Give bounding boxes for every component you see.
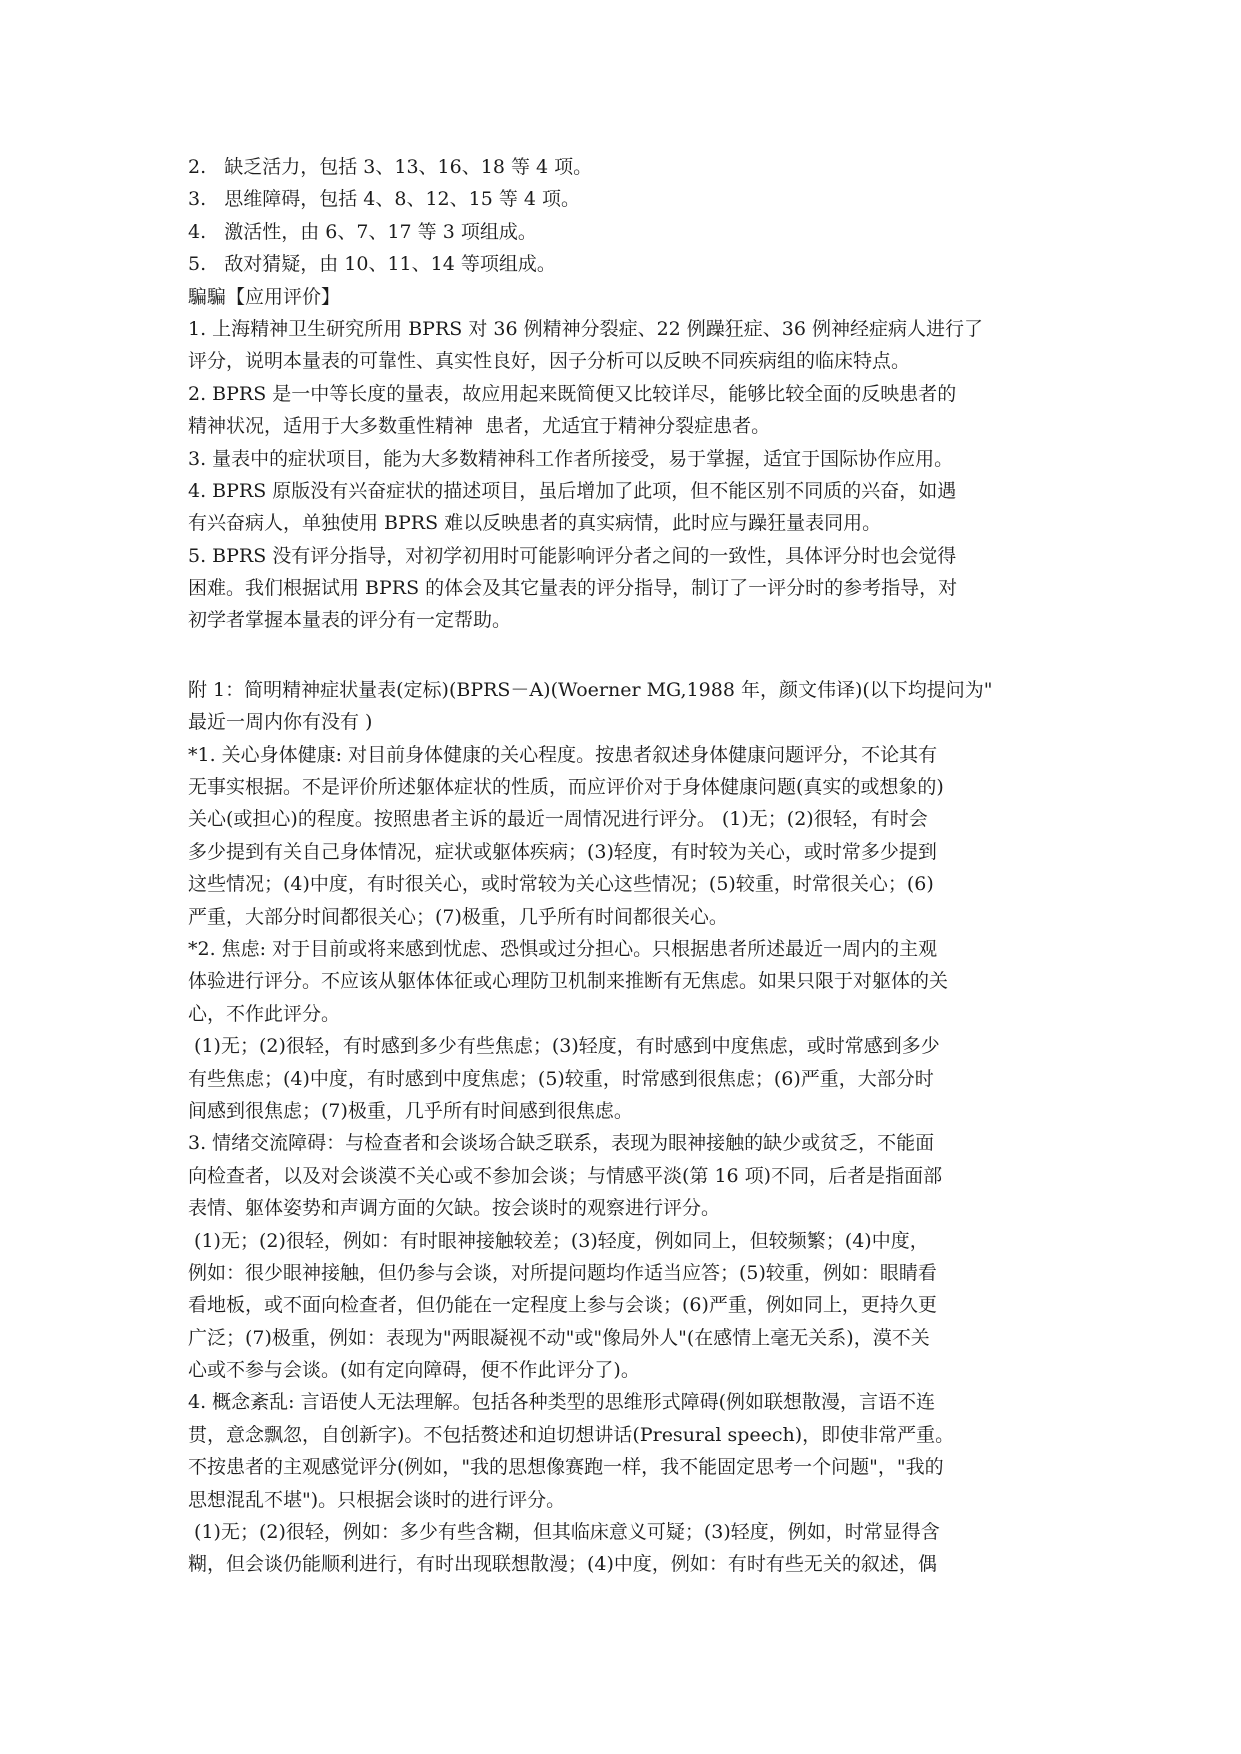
text-line: (1)无；(2)很轻，例如：有时眼神接触较差；(3)轻度，例如同上，但较频繁；(4)中度， (188, 1229, 929, 1252)
factor-list-and-evaluation (188, 151, 1060, 637)
text-line: 有兴奋病人，单独使用 BPRS 难以反映患者的真实病情，此时应与躁狂量表同用。 (188, 512, 882, 535)
text-line: 表情、躯体姿势和声调方面的欠缺。按会谈时的观察进行评分。 (188, 1197, 721, 1220)
text-line: 无事实根据。不是评价所述躯体症状的性质，而应评价对于身体健康问题(真实的或想象的) (188, 776, 944, 799)
text-line: 4. BPRS 原版没有兴奋症状的描述项目，虽后增加了此项，但不能区别不同质的兴奋，如遇 (188, 479, 957, 502)
text-line: (1)无；(2)很轻，有时感到多少有些焦虑；(3)轻度，有时感到中度焦虑，或时常感到多少 (188, 1035, 940, 1058)
text-line: 体验进行评分。不应该从躯体体征或心理防卫机制来推断有无焦虑。如果只限于对躯体的关 (188, 970, 949, 993)
text-line: 多少提到有关自己身体情况，症状或躯体疾病；(3)轻度，有时较为关心，或时常多少提到 (188, 840, 937, 863)
text-line: 3. 思维障碍，包括 4、8、12、15 等 4 项。 (188, 188, 581, 211)
text-line: 向检查者，以及对会谈漠不关心或不参加会谈；与情感平淡(第 16 项)不同，后者是指面部 (188, 1164, 943, 1187)
text-line: 精神状况，适用于大多数重性精神 患者，尤适宜于精神分裂症患者。 (188, 415, 771, 438)
text-line: 贯，意念飘忽，自创新字)。不包括赘述和迫切想讲话(Presural speech)，即使非常严重。 (188, 1423, 955, 1446)
text-line: *2. 焦虑: 对于目前或将来感到忧虑、恐惧或过分担心。只根据患者所述最近一周内的主观 (188, 937, 938, 960)
text-line: 间感到很焦虑；(7)极重，几乎所有时间感到很焦虑。 (188, 1099, 633, 1122)
text-line: (1)无；(2)很轻，例如：多少有些含糊，但其临床意义可疑；(3)轻度，例如，时常显得含 (188, 1521, 940, 1544)
document-page (188, 151, 1060, 1581)
text-line: 5. BPRS 没有评分指导，对初学初用时可能影响评分者之间的一致性，具体评分时也会觉得 (188, 544, 957, 567)
text-line: 看地板，或不面向检查者，但仍能在一定程度上参与会谈；(6)严重，例如同上，更持久更 (188, 1294, 937, 1317)
text-line: 1. 上海精神卫生研究所用 BPRS 对 36 例精神分裂症、22 例躁狂症、36 例神经症病人进行了 (188, 317, 984, 340)
text-line: 2. 缺乏活力，包括 3、13、16、18 等 4 项。 (188, 156, 593, 178)
text-line: 关心(或担心)的程度。按照患者主诉的最近一周情况进行评分。 (1)无；(2)很轻，有时会 (188, 808, 928, 831)
text-line: 2. BPRS 是一中等长度的量表，故应用起来既简便又比较详尽，能够比较全面的反映患者的 (188, 382, 957, 405)
text-line: *1. 关心身体健康: 对目前身体健康的关心程度。按患者叙述身体健康问题评分，不论其有 (188, 743, 938, 766)
text-line: 例如：很少眼神接触，但仍参与会谈，对所提问题均作适当应答；(5)较重，例如：眼睛看 (188, 1261, 937, 1284)
text-line: 这些情况；(4)中度，有时很关心，或时常较为关心这些情况；(5)较重，时常很关心；(6) (188, 873, 934, 896)
text-line: 有些焦虑；(4)中度，有时感到中度焦虑；(5)较重，时常感到很焦虑；(6)严重，大部分时 (188, 1067, 934, 1090)
text-line: 思想混乱不堪")。只根据会谈时的进行评分。 (188, 1488, 566, 1511)
appendix-scale-items (188, 674, 1060, 1581)
appendix-title: 最近一周内你有没有 ) (188, 711, 373, 734)
text-line: 4. 概念紊乱: 言语使人无法理解。包括各种类型的思维形式障碍(例如联想散漫，言语不连 (188, 1391, 936, 1414)
appendix-title: 附 1：简明精神症状量表(定标)(BPRS－A)(Woerner MG,1988 年，颜文伟译)(以下均提问为" (188, 678, 993, 701)
text-line: 困难。我们根据试用 BPRS 的体会及其它量表的评分指导，制订了一评分时的参考指导，对 (188, 577, 958, 600)
text-line: 严重，大部分时间都很关心；(7)极重，几乎所有时间都很关心。 (188, 905, 728, 928)
text-line: 4. 激活性，由 6、7、17 等 3 项组成。 (188, 220, 537, 243)
text-line: 3. 情绪交流障碍：与检查者和会谈场合缺乏联系，表现为眼神接触的缺少或贫乏，不能面 (188, 1132, 935, 1155)
text-line: 广泛；(7)极重，例如：表现为"两眼凝视不动"或"像局外人"(在感情上毫无关系)，漠不关 (188, 1326, 930, 1349)
paragraph-gap (188, 637, 1060, 674)
section-heading: 騙騙【应用评价】 (188, 285, 341, 308)
text-line: 糊，但会谈仍能顺利进行，有时出现联想散漫；(4)中度，例如：有时有些无关的叙述，偶 (188, 1553, 937, 1576)
text-line: 5. 敌对猜疑，由 10、11、14 等项组成。 (188, 253, 556, 276)
text-line: 初学者掌握本量表的评分有一定帮助。 (188, 609, 512, 632)
text-line: 心或不参与会谈。(如有定向障碍，便不作此评分了)。 (188, 1359, 640, 1382)
text-line: 评分，说明本量表的可靠性、真实性良好，因子分析可以反映不同疾病组的临床特点。 (188, 350, 911, 373)
text-line: 心，不作此评分。 (188, 1002, 341, 1025)
text-line: 不按患者的主观感觉评分(例如，"我的思想像赛跑一样，我不能固定思考一个问题"，"我的 (188, 1456, 944, 1479)
text-line: 3. 量表中的症状项目，能为大多数精神科工作者所接受，易于掌握，适宜于国际协作应用。 (188, 447, 954, 470)
